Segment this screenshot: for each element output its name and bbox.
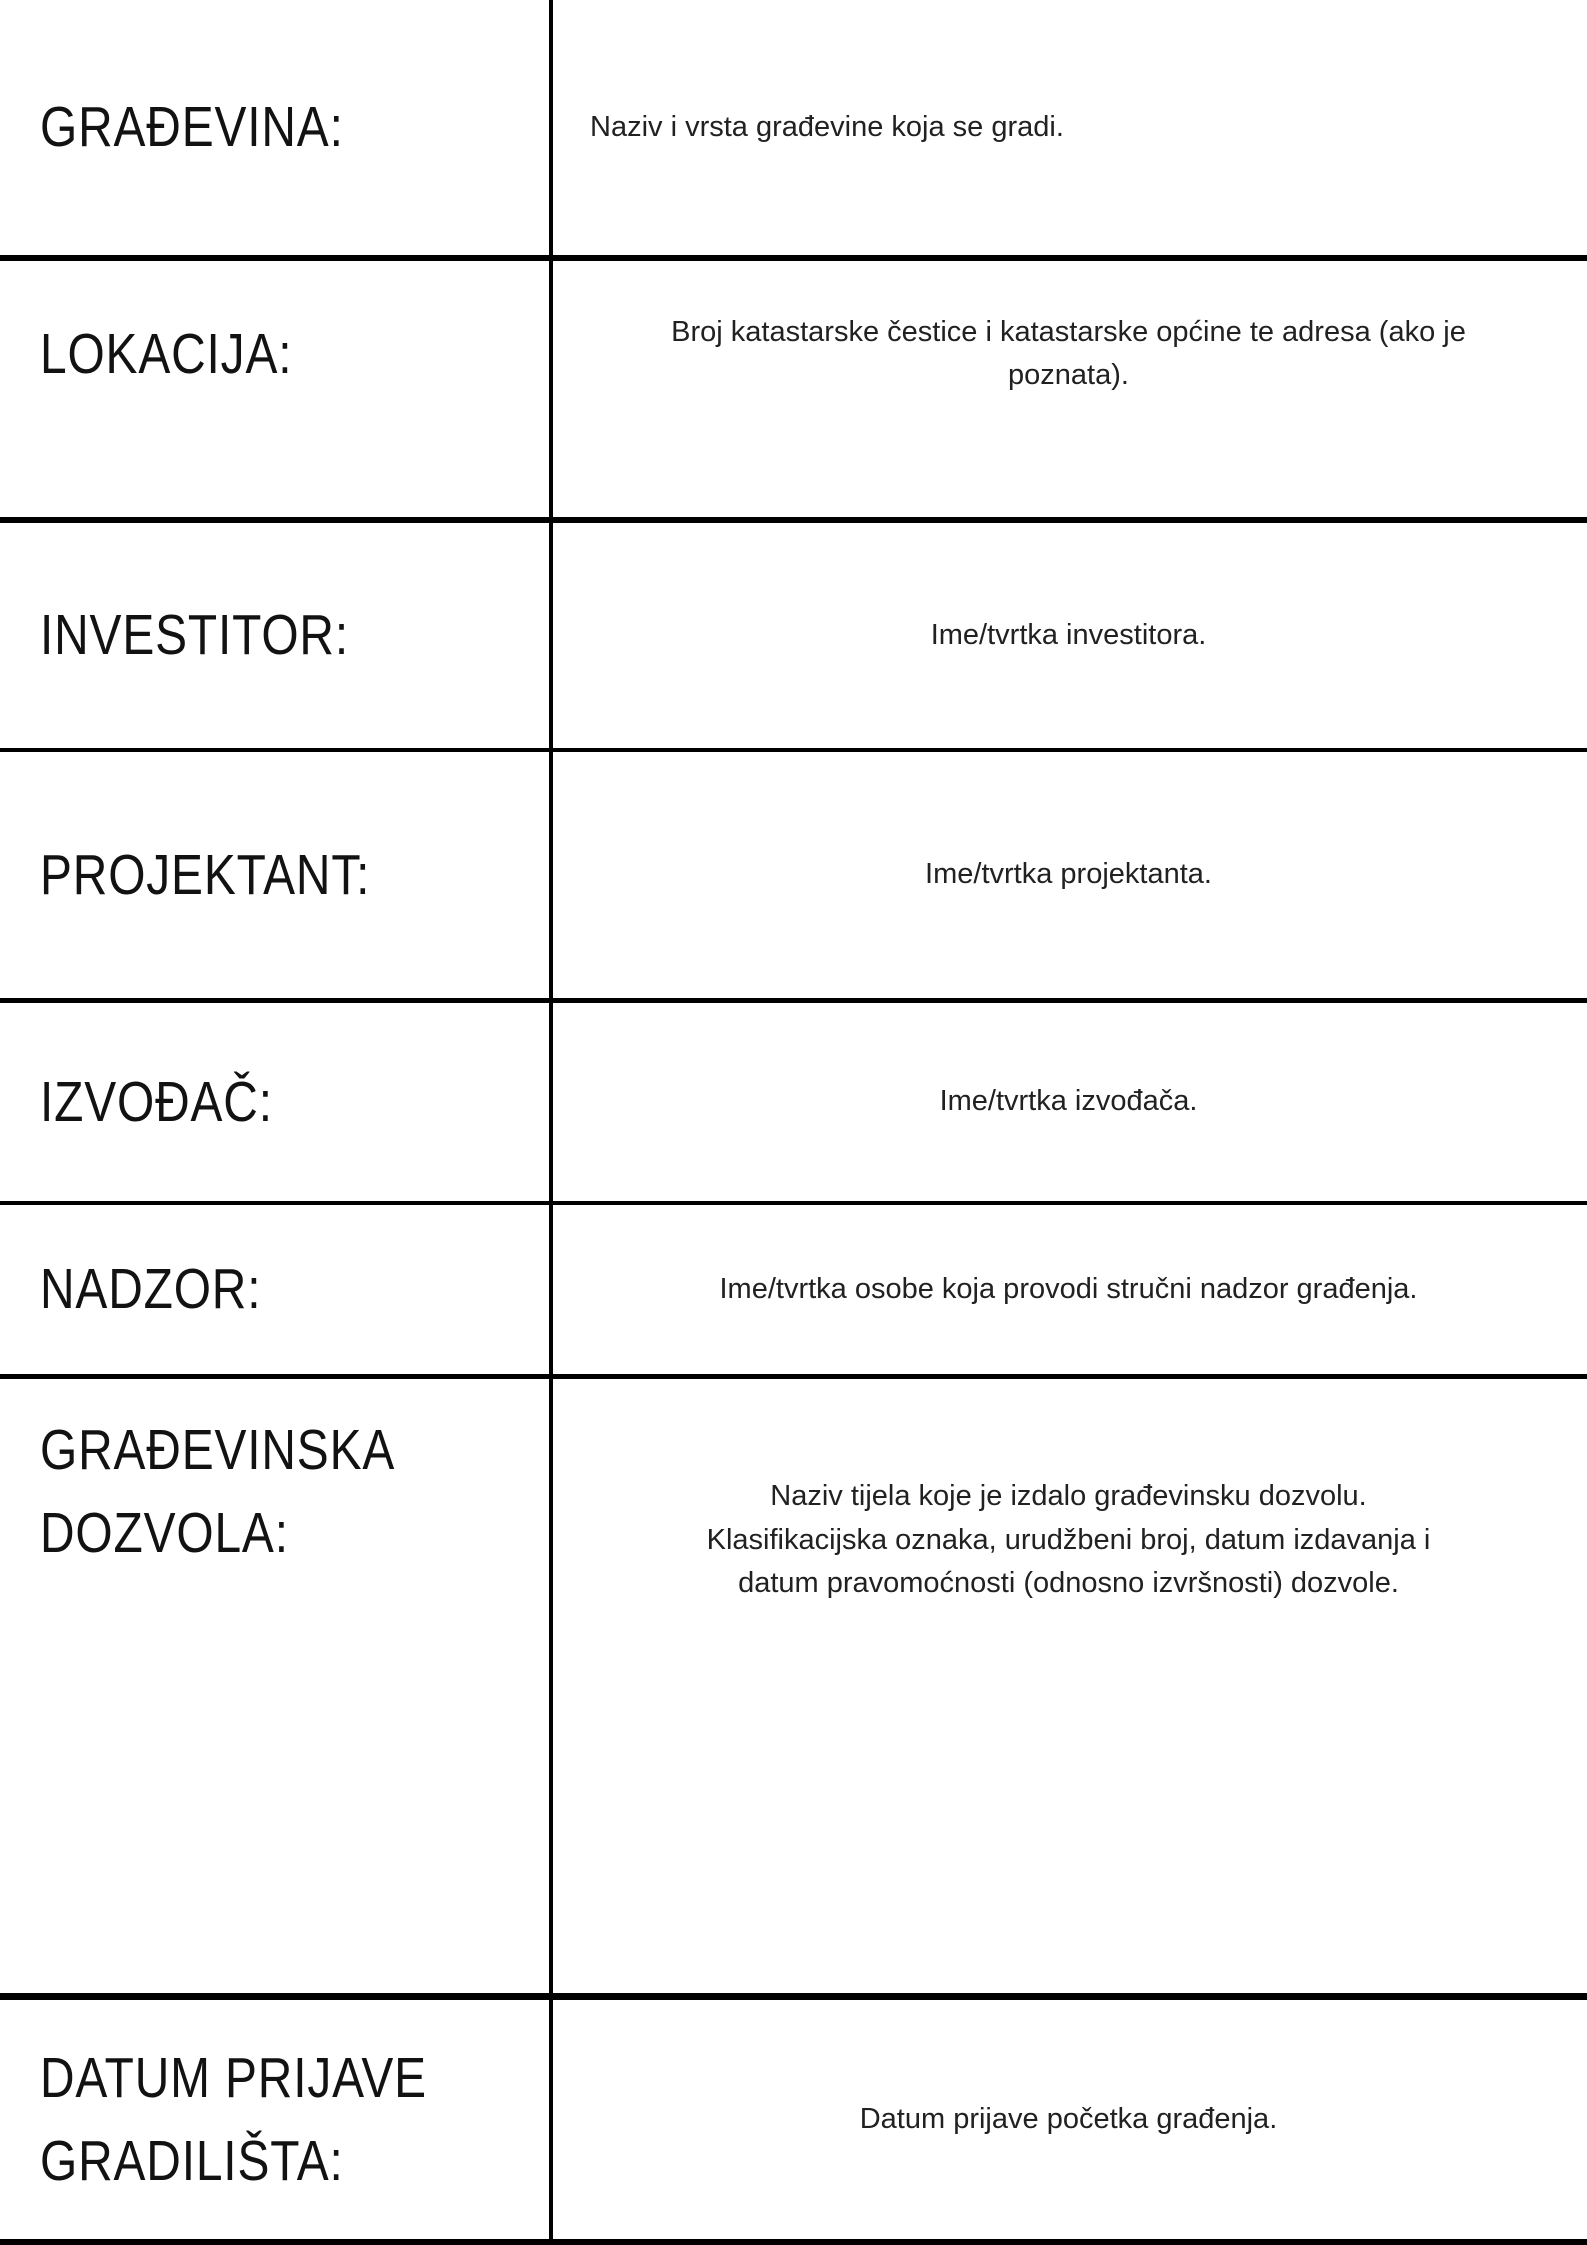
row-description <box>931 614 1207 658</box>
row-description-line: Datum prijave početka građenja. <box>859 2102 1278 2135</box>
row-label <box>40 313 292 396</box>
row-nadzor <box>0 1205 1587 1379</box>
label-cell-gradevina <box>0 0 550 255</box>
label-cell-izvodac <box>0 1003 550 1201</box>
description-cell-lokacija <box>550 261 1587 517</box>
label-cell-datum-prijave <box>0 2000 550 2239</box>
row-label <box>40 1248 261 1331</box>
row-label-line: NADZOR: <box>40 1257 262 1322</box>
row-description-line: datum pravomoćnosti (odnosno izvršnosti) dozvole. <box>738 1567 1399 1599</box>
label-cell-nadzor <box>0 1205 550 1374</box>
row-label-line: IZVOĐAČ: <box>40 1069 273 1134</box>
row-label <box>40 594 349 677</box>
row-description-line: Naziv i vrsta građevine koja se gradi. <box>590 110 1064 143</box>
row-description-line: Ime/tvrtka izvođača. <box>939 1085 1198 1118</box>
row-label-line: GRADILIŠTA: <box>40 2128 344 2193</box>
row-label <box>40 86 344 169</box>
label-cell-investitor <box>0 523 550 748</box>
row-label-line: LOKACIJA: <box>40 321 293 386</box>
description-cell-datum-prijave <box>550 2000 1587 2239</box>
row-label <box>40 834 370 917</box>
row-izvodac <box>0 1003 1587 1205</box>
row-projektant <box>0 752 1587 1003</box>
row-investitor <box>0 523 1587 752</box>
row-label-line: GRAĐEVINA: <box>40 95 344 160</box>
row-description <box>925 853 1212 897</box>
label-cell-gradevinska-dozvola <box>0 1379 550 1993</box>
description-cell-izvodac <box>550 1003 1587 1201</box>
row-label <box>40 1061 273 1144</box>
row-description <box>860 2098 1278 2142</box>
row-gradevina <box>0 0 1587 261</box>
row-description-line: Klasifikacijska oznaka, urudžbeni broj, datum izdavanja i <box>706 1523 1431 1556</box>
row-label-line: DOZVOLA: <box>40 1500 289 1565</box>
row-label <box>40 1409 395 1574</box>
label-cell-lokacija <box>0 261 550 517</box>
row-label-line: PROJEKTANT: <box>40 842 371 907</box>
row-label-line: INVESTITOR: <box>40 603 349 668</box>
row-description <box>707 1475 1431 1606</box>
description-cell-gradevinska-dozvola <box>550 1379 1587 1993</box>
row-description <box>720 1268 1418 1312</box>
column-divider-line <box>549 0 553 2245</box>
row-label <box>40 2037 427 2202</box>
row-description-line: Ime/tvrtka investitora. <box>930 618 1207 651</box>
row-label-line: GRAĐEVINSKA <box>40 1418 396 1482</box>
row-description-line: Naziv tijela koje je izdalo građevinsku dozvolu. <box>770 1480 1367 1512</box>
row-gradevinska-dozvola <box>0 1379 1587 2000</box>
row-label-line: DATUM PRIJAVE <box>40 2045 427 2110</box>
row-description <box>671 311 1466 398</box>
row-lokacija <box>0 261 1587 523</box>
row-description <box>940 1080 1198 1124</box>
description-cell-nadzor <box>550 1205 1587 1374</box>
row-description-line: Broj katastarske čestice i katastarske općine te adresa (ako je <box>671 315 1466 348</box>
description-cell-projektant <box>550 752 1587 998</box>
row-description-line: Ime/tvrtka osobe koja provodi stručni nadzor građenja. <box>719 1272 1418 1305</box>
description-cell-gradevina <box>550 0 1587 255</box>
row-description-line: poznata). <box>1008 359 1129 391</box>
description-cell-investitor <box>550 523 1587 748</box>
row-description-line: Ime/tvrtka projektanta. <box>925 858 1212 891</box>
row-datum-prijave-gradilista <box>0 2000 1587 2245</box>
row-description <box>590 106 1064 150</box>
label-cell-projektant <box>0 752 550 998</box>
